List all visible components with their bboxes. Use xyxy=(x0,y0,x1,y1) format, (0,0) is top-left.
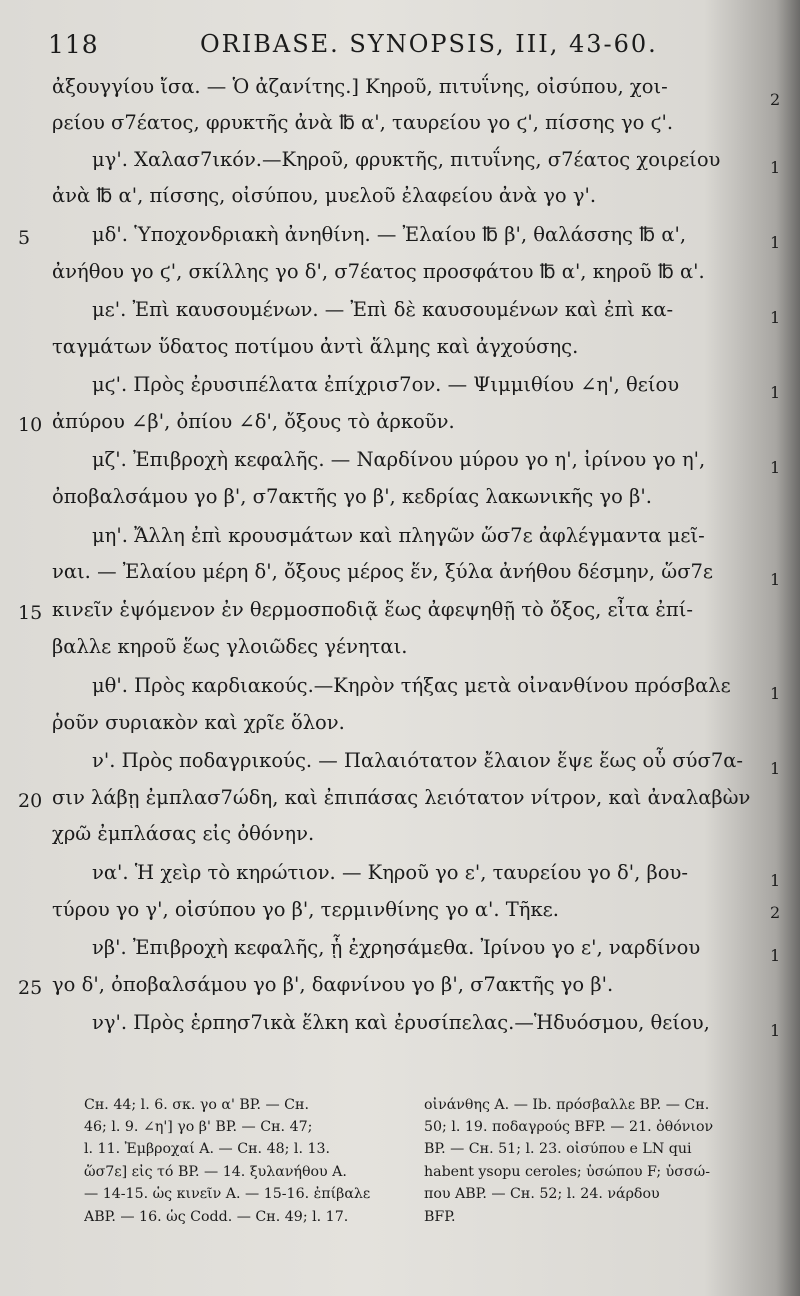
text-line: μδ'. Ὑποχονδριακὴ ἀνηθίνη. — Ἐλαίου ℔ β', θαλάσσης ℔ α', xyxy=(92,223,687,246)
text-line: τύρου γο γ', οἰσύπου γο β', τερμινθίνης γο α'. Τῆκε. xyxy=(52,898,559,921)
text-line: ῥοῦν συριακὸν καὶ χρῖε ὅλον. xyxy=(52,711,345,734)
footnote-line: 46; l. 9. ∠η'] γο β' BP. — Cʜ. 47; xyxy=(84,1119,313,1135)
text-line: ἀπύρου ∠β', ὀπίου ∠δ', ὄξους τὸ ἀρκοῦν. xyxy=(52,410,455,433)
text-line: με'. Ἐπὶ καυσουμένων. — Ἐπὶ δὲ καυσουμένων καὶ ἐπὶ κα- xyxy=(92,298,674,321)
margin-ref: 1 xyxy=(770,233,781,252)
text-line: μθ'. Πρὸς καρδιακούς.—Κηρὸν τήξας μετὰ οἰνανθίνου πρόσβαλε xyxy=(92,674,731,697)
text-line: μζ'. Ἐπιβροχὴ κεφαλῆς. — Ναρδίνου μύρου γο η', ἰρίνου γο η', xyxy=(92,448,706,471)
text-line: χρῶ ἐμπλάσας εἰς ὀθόνην. xyxy=(52,822,315,845)
margin-ref: 1 xyxy=(770,383,781,402)
text-line: να'. Ἡ χεὶρ τὸ κηρώτιον. — Κηροῦ γο ε', ταυρείου γο δ', βου- xyxy=(92,861,688,884)
line-number: 20 xyxy=(18,790,43,812)
margin-ref: 2 xyxy=(770,903,781,922)
margin-ref: 1 xyxy=(770,458,781,477)
footnote-line: 50; l. 19. ποδαγρούς BFP. — 21. ὀθόνιον xyxy=(424,1119,714,1135)
margin-ref: 1 xyxy=(770,570,781,589)
text-line: μγ'. Χαλασ7ικόν.—Κηροῦ, φρυκτῆς, πιτυΐνης, σ7έατος χοιρείου xyxy=(92,148,721,171)
margin-ref: 2 xyxy=(770,90,781,109)
footnote-line: — 14-15. ὡς κινεῖν A. — 15-16. ἐπίβαλε xyxy=(84,1186,371,1202)
running-title: ORIBASE. SYNOPSIS, III, 43-60. xyxy=(200,30,658,58)
margin-ref: 1 xyxy=(770,1021,781,1040)
line-number: 10 xyxy=(18,414,43,436)
footnote-line: ABP. — 16. ὡς Codd. — Cʜ. 49; l. 17. xyxy=(84,1209,349,1225)
footnote-line: που ABP. — Cʜ. 52; l. 24. νάρδου xyxy=(424,1186,660,1202)
line-number: 5 xyxy=(18,227,31,249)
text-line: ταγμάτων ὕδατος ποτίμου ἀντὶ ἅλμης καὶ ἀγχούσης. xyxy=(52,335,579,358)
margin-ref: 1 xyxy=(770,946,781,965)
text-line: σιν λάβῃ ἐμπλασ7ώδη, καὶ ἐπιπάσας λειότατον νίτρον, καὶ ἀναλαβὼν xyxy=(52,786,751,809)
footnote-line: l. 11. Ἐμβροχαί A. — Cʜ. 48; l. 13. xyxy=(84,1141,331,1157)
text-line: ναι. — Ἐλαίου μέρη δ', ὄξους μέρος ἕν, ξύλα ἀνήθου δέσμην, ὥσ7ε xyxy=(52,560,714,583)
text-line: ὀποβαλσάμου γο β', σ7ακτῆς γο β', κεδρίας λακωνικῆς γο β'. xyxy=(52,485,652,508)
text-line: μη'. Ἄλλη ἐπὶ κρουσμάτων καὶ πληγῶν ὥσ7ε ἀφλέγμαντα μεῖ- xyxy=(92,524,705,547)
text-line: βαλλε κηροῦ ἕως γλοιῶδες γένηται. xyxy=(52,635,408,658)
footnote-line: ὥσ7ε] εἰς τό BP. — 14. ξυλανήθου A. xyxy=(84,1164,347,1180)
footnote-line: Cʜ. 44; l. 6. σκ. γο α' BP. — Cʜ. xyxy=(84,1097,310,1113)
text-line: μϛ'. Πρὸς ἐρυσιπέλατα ἐπίχρισ7ον. — Ψιμμιθίου ∠η', θείου xyxy=(92,373,680,396)
footnote-line: BFP. xyxy=(424,1209,456,1225)
footnote-line: οἰνάνθης A. — Ib. πρόσβαλλε BP. — Cʜ. xyxy=(424,1097,710,1113)
line-number: 15 xyxy=(18,602,43,624)
text-line: ἀνήθου γο ϛ', σκίλλης γο δ', σ7έατος προσφάτου ℔ α', κηροῦ ℔ α'. xyxy=(52,260,705,283)
margin-ref: 1 xyxy=(770,684,781,703)
page-number: 118 xyxy=(48,30,99,59)
text-line: νβ'. Ἐπιβροχὴ κεφαλῆς, ᾗ ἐχρησάμεθα. Ἰρίνου γο ε', ναρδίνου xyxy=(92,936,701,959)
text-line: νγ'. Πρὸς ἑρπησ7ικὰ ἕλκη καὶ ἐρυσίπελας.—Ἡδυόσμου, θείου, xyxy=(92,1011,710,1034)
margin-ref: 1 xyxy=(770,158,781,177)
text-line: γο δ', ὀποβαλσάμου γο β', δαφνίνου γο β', σ7ακτῆς γο β'. xyxy=(52,973,614,996)
text-line: ἀξουγγίου ἴσα. — Ὁ ἀζανίτης.] Κηροῦ, πιτυΐνης, οἰσύπου, χοι- xyxy=(52,75,668,98)
text-line: κινεῖν ἑψόμενον ἐν θερμοσποδιᾷ ἕως ἀφεψηθῇ τὸ ὄξος, εἶτα ἐπί- xyxy=(52,598,693,621)
text-line: ρείου σ7έατος, φρυκτῆς ἀνὰ ℔ α', ταυρείου γο ϛ', πίσσης γο ϛ'. xyxy=(52,111,674,134)
margin-ref: 1 xyxy=(770,308,781,327)
text-line: ἀνὰ ℔ α', πίσσης, οἰσύπου, μυελοῦ ἐλαφείου ἀνὰ γο γ'. xyxy=(52,184,597,207)
text-line: ν'. Πρὸς ποδαγρικούς. — Παλαιότατον ἔλαιον ἕψε ἕως οὗ σύσ7α- xyxy=(92,749,743,772)
line-number: 25 xyxy=(18,977,43,999)
footnote-line: BP. — Cʜ. 51; l. 23. οἰσύπου e LN qui xyxy=(424,1141,692,1157)
margin-ref: 1 xyxy=(770,759,781,778)
footnote-line: habent ysopu ceroles; ὑσώπου F; ὑσσώ- xyxy=(424,1164,711,1180)
margin-ref: 1 xyxy=(770,871,781,890)
